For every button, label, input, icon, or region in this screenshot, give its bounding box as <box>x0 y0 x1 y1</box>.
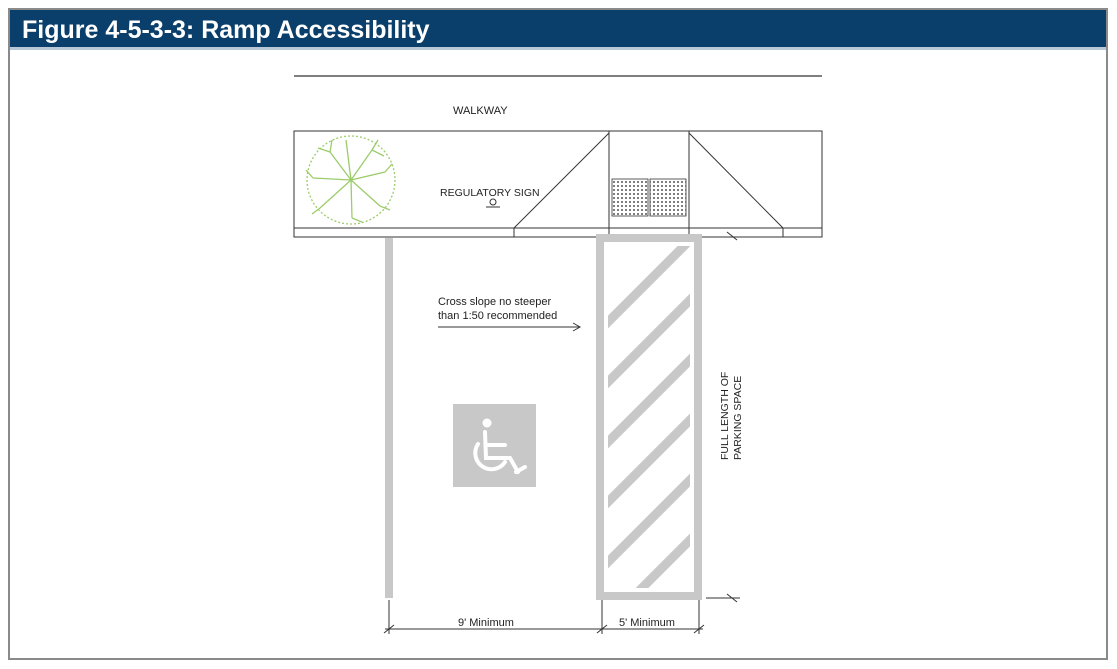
walkway-label: WALKWAY <box>453 105 508 117</box>
sign-post-icon <box>486 199 500 207</box>
dimension-left-label: 9' Minimum <box>458 617 514 629</box>
curb-ramp <box>514 131 783 237</box>
svg-text:FULL LENGTH OF: FULL LENGTH OF <box>719 371 731 460</box>
figure-title: Figure 4-5-3-3: Ramp Accessibility <box>22 16 430 44</box>
access-aisle <box>600 210 720 669</box>
tree-icon <box>306 136 395 224</box>
cross-slope-arrow <box>438 323 580 331</box>
tick-mark-top <box>727 232 737 240</box>
cross-slope-label-line1: Cross slope no steeper <box>438 296 552 308</box>
svg-text:PARKING SPACE: PARKING SPACE <box>732 375 744 460</box>
regulatory-sign-label: REGULATORY SIGN <box>440 187 540 199</box>
cross-slope-label-line2: than 1:50 recommended <box>438 310 558 322</box>
full-length-label <box>719 372 744 460</box>
left-stall-stripe <box>385 238 393 598</box>
wheelchair-symbol-icon <box>453 404 536 487</box>
dimension-right-label: 5' Minimum <box>619 617 675 629</box>
detectable-warning-icon <box>612 179 686 216</box>
